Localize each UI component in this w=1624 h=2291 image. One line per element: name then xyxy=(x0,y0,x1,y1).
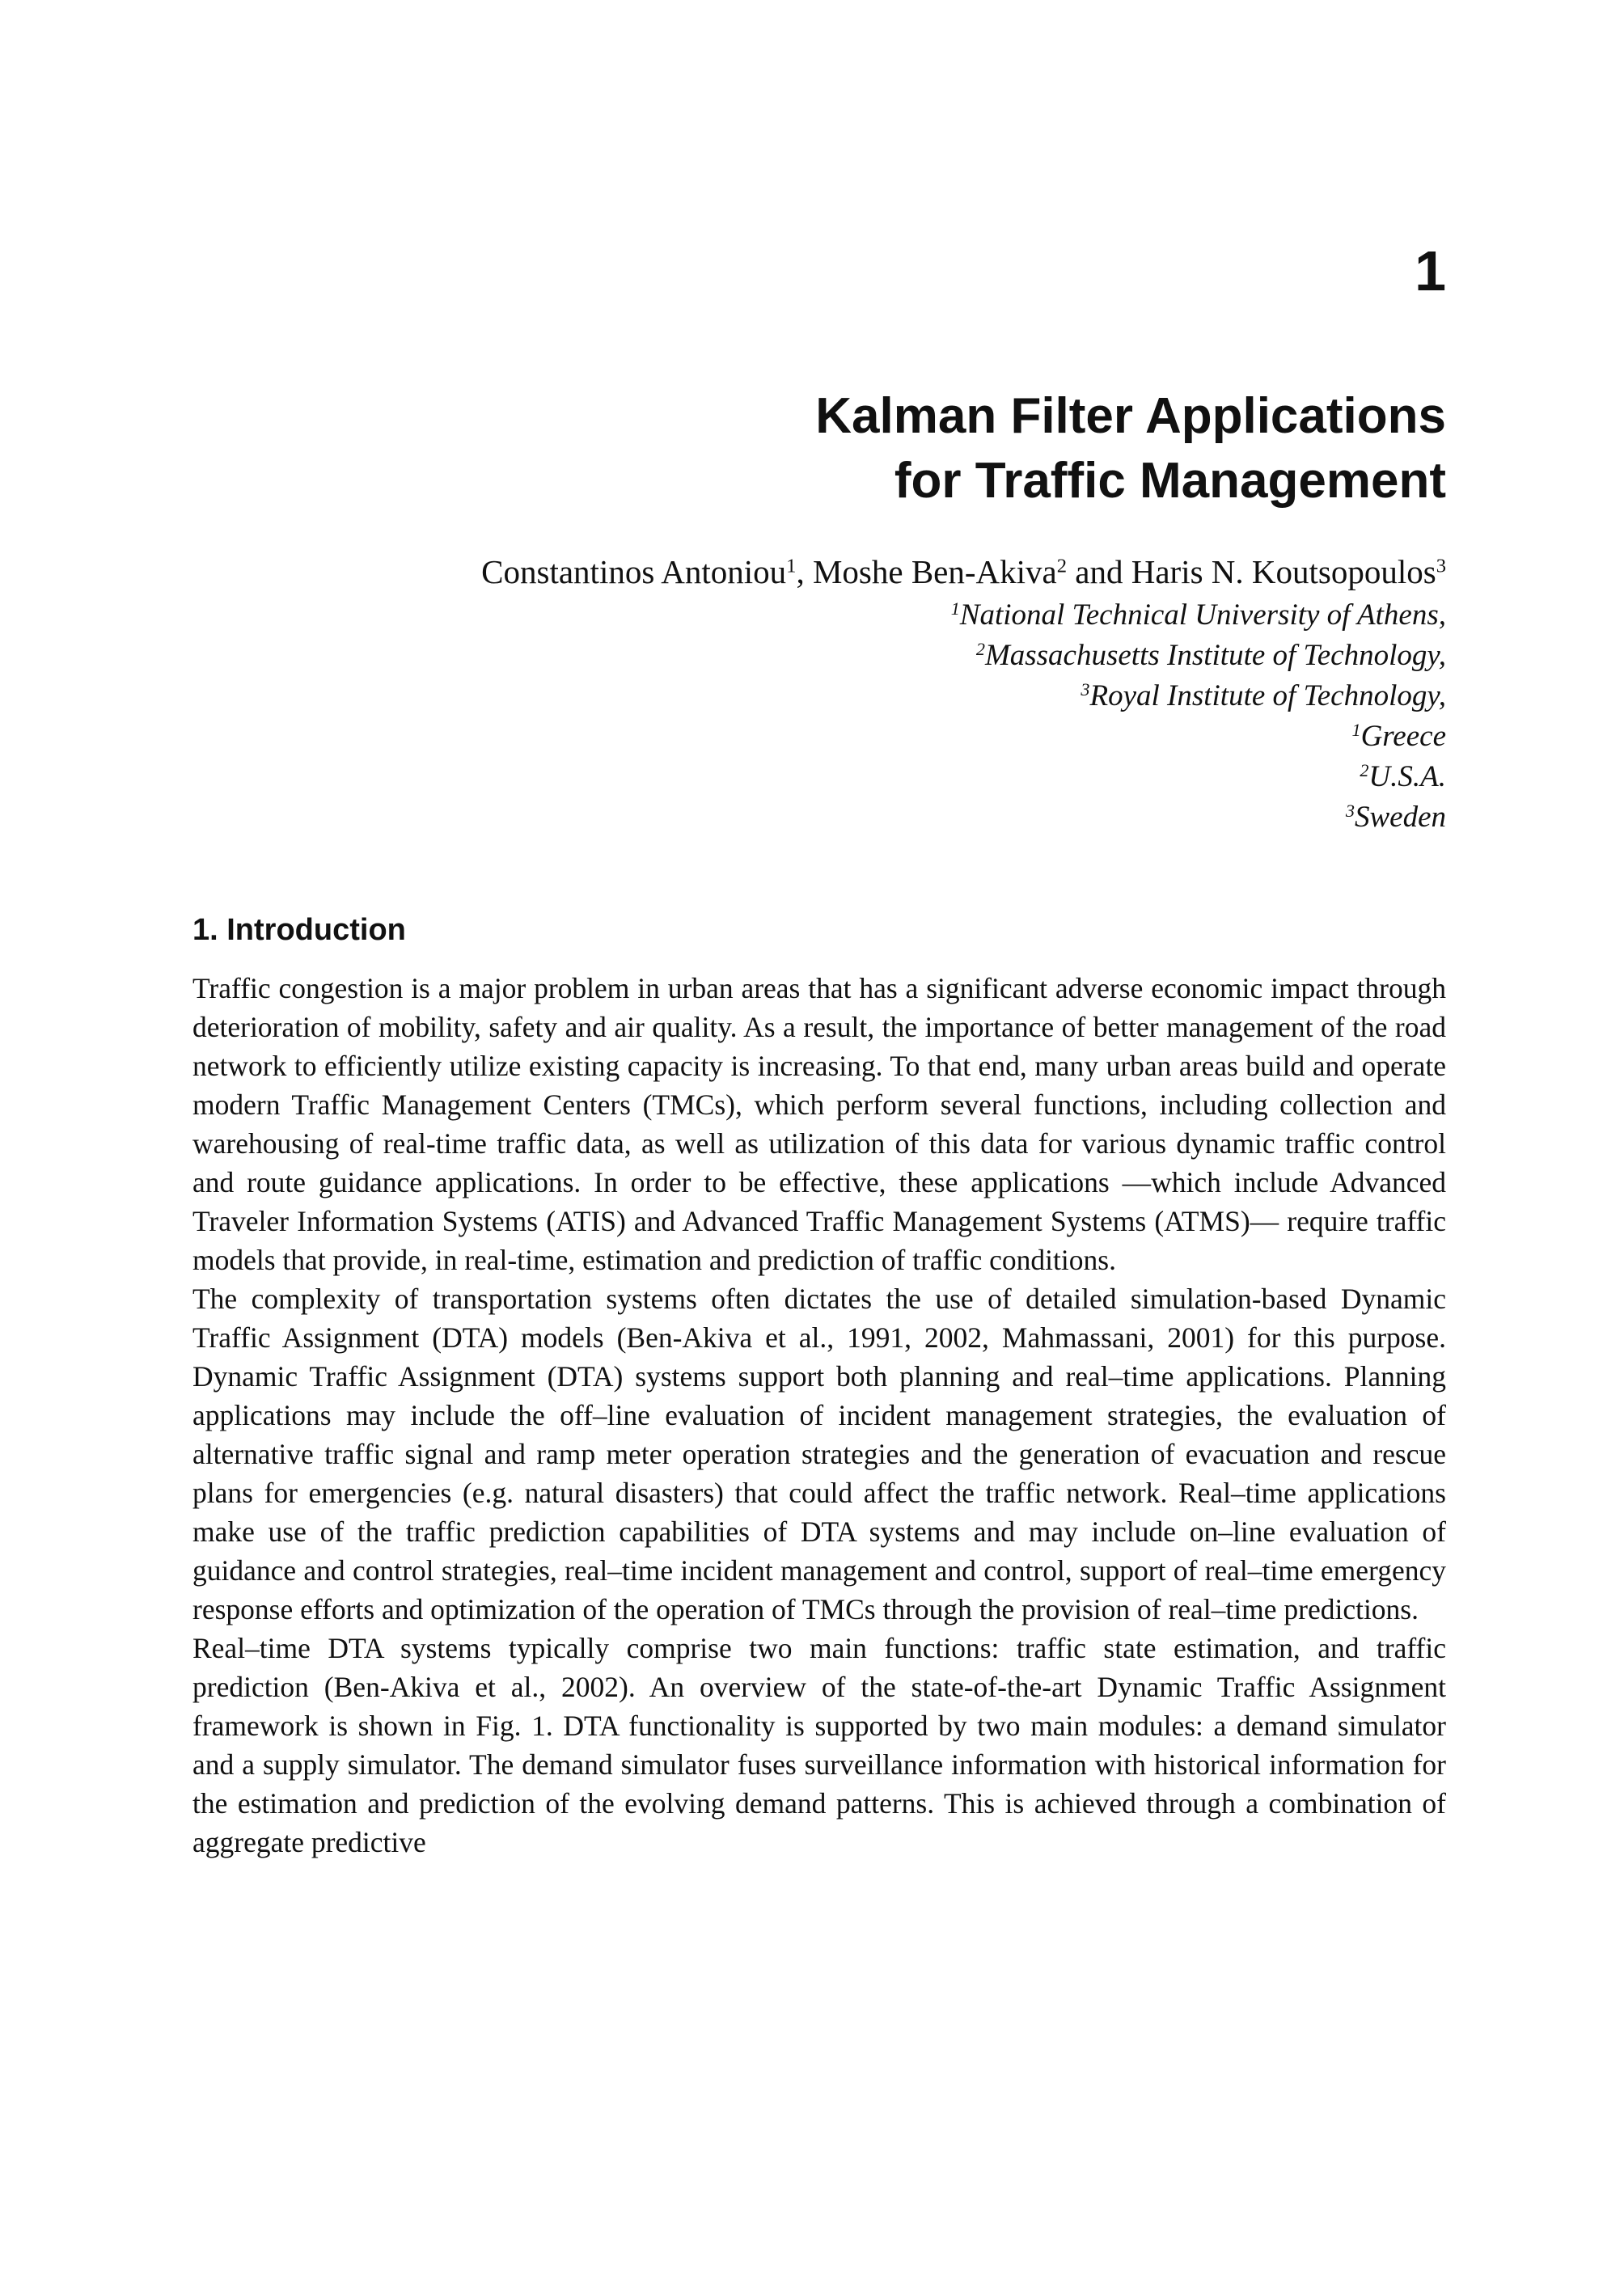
paragraph: Traffic congestion is a major problem in urban areas that has a significant adverse economic impact through deterioration of mobility, safety and air quality. As a result, the importance of better management of the road network to efficiently utilize existing capacity is increasing. To that end, many urban areas build and operate modern Traffic Management Centers (TMCs), which perform several functions, including collection and warehousing of real-time traffic data, as well as utilization of this data for various dynamic traffic control and route guidance applications. In order to be effective, these applications —which include Advanced Traveler Information Systems (ATIS) and Advanced Traffic Management Systems (ATMS)— require traffic models that provide, in real-time, estimation and prediction of traffic conditions. xyxy=(192,972,1446,1276)
affiliation-text: Royal Institute of Technology, xyxy=(1089,679,1446,712)
affiliation-line xyxy=(951,676,1446,716)
affiliation-mark: 3 xyxy=(1345,800,1355,821)
author-line xyxy=(481,550,1446,594)
affiliation-mark: 3 xyxy=(1081,678,1090,700)
chapter-title-line-2: for Traffic Management xyxy=(894,453,1446,509)
affiliation-mark: 2 xyxy=(975,638,985,659)
affiliation-line xyxy=(951,716,1446,757)
author-name: Moshe Ben-Akiva xyxy=(812,553,1057,590)
affiliation-line xyxy=(951,636,1446,676)
affiliation-text: Massachusetts Institute of Technology, xyxy=(984,639,1446,672)
section-body xyxy=(192,969,1446,1862)
chapter-number: 1 xyxy=(1415,239,1446,302)
affiliation-text: National Technical University of Athens, xyxy=(959,598,1446,632)
author-name: Constantinos Antoniou xyxy=(481,553,787,590)
affiliation-mark: 1 xyxy=(1351,719,1361,740)
affiliations xyxy=(951,595,1446,838)
affiliation-text: U.S.A. xyxy=(1368,760,1446,793)
chapter-title-line-1: Kalman Filter Applications xyxy=(815,388,1446,444)
author-affiliation-mark: 3 xyxy=(1436,555,1446,577)
affiliation-line xyxy=(951,595,1446,636)
affiliation-text: Greece xyxy=(1360,720,1446,753)
author-affiliation-mark: 1 xyxy=(786,555,797,577)
affiliation-line xyxy=(951,757,1446,797)
author-separator: and xyxy=(1067,553,1131,590)
affiliation-line xyxy=(951,797,1446,838)
paragraph: Real–time DTA systems typically comprise two main functions: traffic state estimation, and traffic prediction (Ben-Akiva et al., 2002). An overview of the state-of-the-art Dynamic Traffic Assignment framework is shown in Fig. 1. DTA functionality is supported by two main modules: a demand simulator and a supply simulator. The demand simulator fuses surveillance information with historical information for the estimation and prediction of the evolving demand patterns. This is achieved through a combination of aggregate predictive xyxy=(192,1632,1446,1858)
author-affiliation-mark: 2 xyxy=(1056,555,1068,577)
affiliation-mark: 1 xyxy=(950,598,960,619)
chapter-title xyxy=(815,384,1446,514)
author-separator: , xyxy=(796,553,813,590)
author-name: Haris N. Koutsopoulos xyxy=(1131,553,1436,590)
affiliation-mark: 2 xyxy=(1360,759,1369,780)
section-heading: 1. Introduction xyxy=(192,913,406,947)
paragraph: The complexity of transportation systems often dictates the use of detailed simulation-based Dynamic Traffic Assignment (DTA) models (Ben-Akiva et al., 1991, 2002, Mahmassani, 2001) for this purpose. Dynamic Traffic Assignment (DTA) systems support both planning and real–time applications. Planning applications may include the off–line evaluation of incident management strategies, the evaluation of alternative traffic signal and ramp meter operation strategies and the generation of evacuation and rescue plans for emergencies (e.g. natural disasters) that could affect the traffic network. Real–time applications make use of the traffic prediction capabilities of DTA systems and may include on–line evaluation of guidance and control strategies, real–time incident management and control, support of real–time emergency response efforts and optimization of the operation of TMCs through the provision of real–time predictions. xyxy=(192,1283,1446,1625)
affiliation-text: Sweden xyxy=(1354,801,1446,834)
